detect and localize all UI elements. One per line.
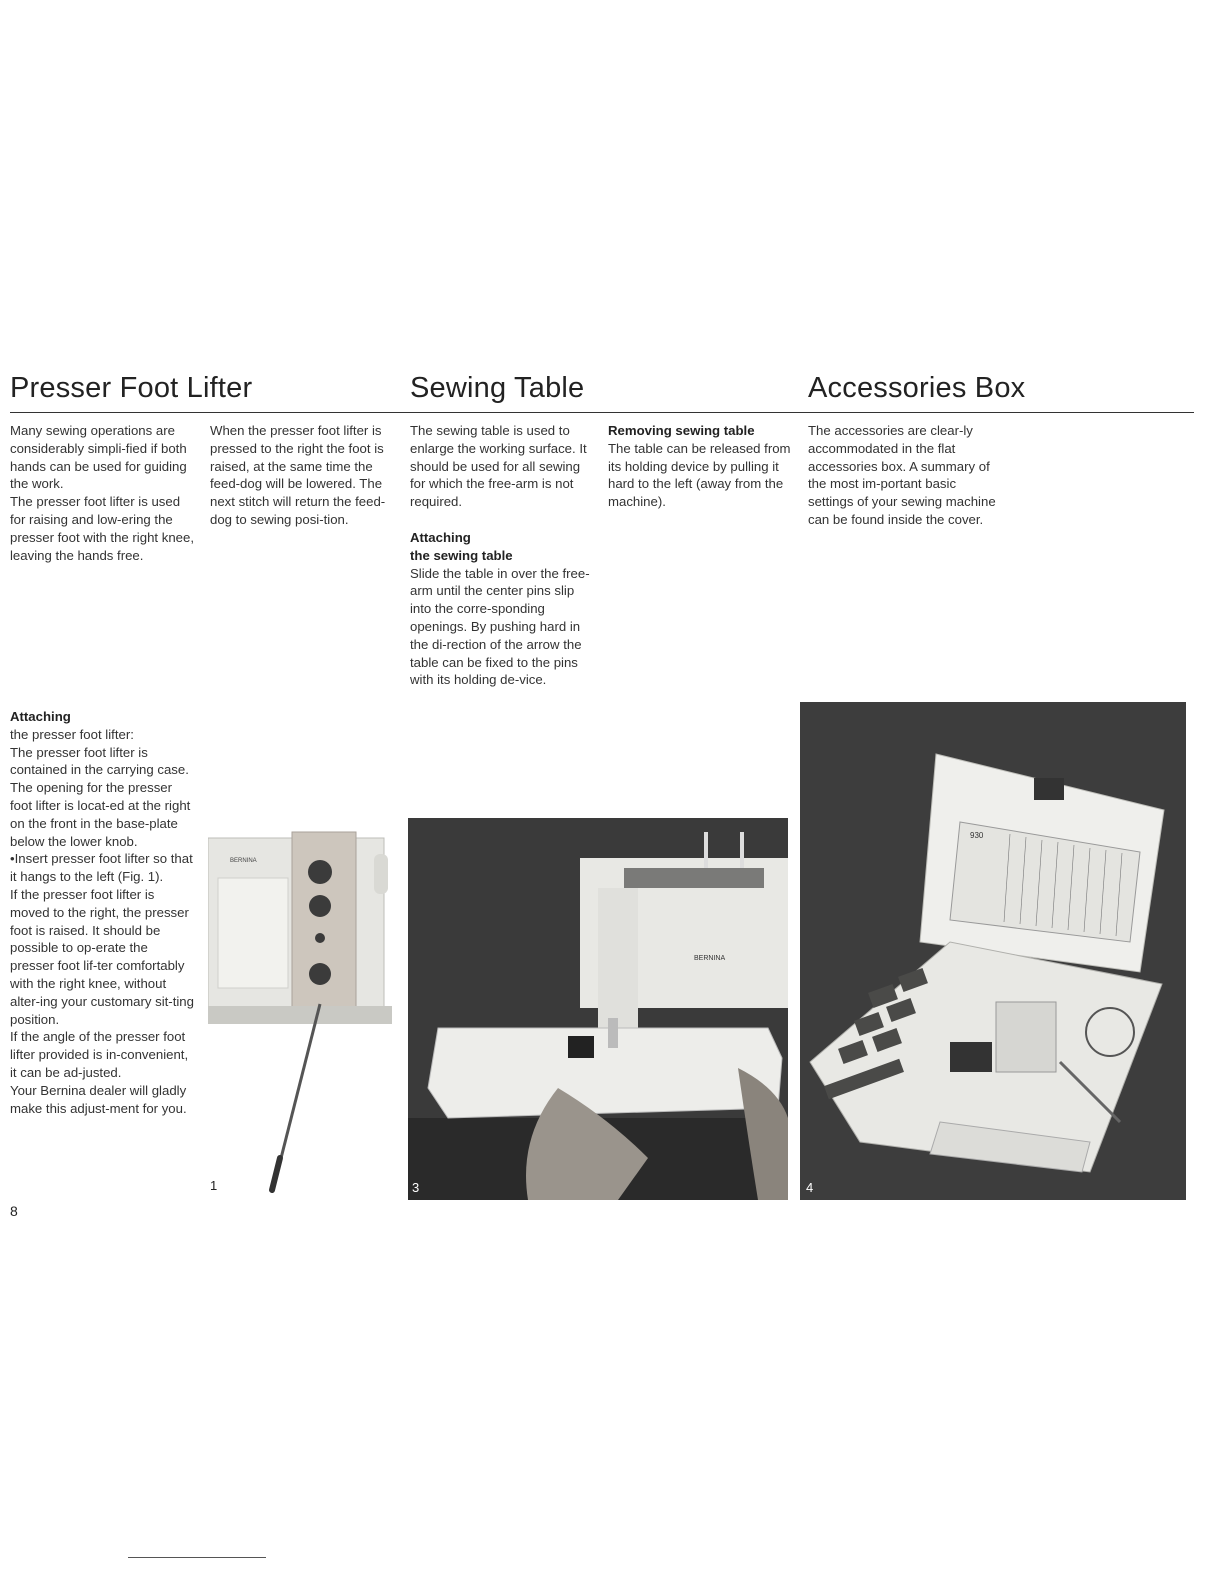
lifter-move-paragraph: If the presser foot lifter is moved to the right, the presser foot is raised. It should be possible to op-erate the presser foot lif-ter comfortably with the right knee, without alter-ing your customary sit-ting position. — [10, 886, 194, 1027]
attaching-table-paragraph: Slide the table in over the free-arm until the center pins slip into the corre-sponding openings. By pushing hard in the di-rection of the arrow the table can be fixed to the pins with its holding de-vice. — [410, 565, 590, 688]
presser-lifter-illustration — [208, 818, 392, 1200]
attaching-bullet-text: Insert presser foot lifter so that it hangs to the left (Fig. 1). — [10, 851, 193, 885]
figure-1-photo — [208, 818, 392, 1200]
page-number: 8 — [10, 1203, 18, 1219]
attaching-subtitle: the presser foot lifter: — [10, 726, 134, 742]
dealer-paragraph: Your Bernina dealer will gladly make this adjust-ment for you. — [10, 1082, 187, 1116]
presser-function-paragraph: When the presser foot lifter is pressed to the right the foot is raised, at the same time the feed-dog will be lowered. The next stitch will return the feed-dog to sewing posi-tion. — [210, 423, 386, 527]
sewing-table-intro: The sewing table is used to enlarge the working surface. It should be used for all sewing for which the free-arm is not required. — [410, 423, 587, 510]
attaching-table-title-1: Attaching — [410, 529, 471, 545]
svg-text:BERNINA: BERNINA — [694, 955, 726, 962]
column-presser-function — [210, 422, 394, 529]
column-sewing-table — [410, 422, 596, 689]
column-presser-intro — [10, 422, 194, 564]
presser-intro-paragraph: Many sewing operations are considerably simpli-fied if both hands can be used for guiding the work. — [10, 423, 187, 492]
attaching-title: Attaching — [10, 709, 71, 724]
machine-brand-label: BERNINA — [230, 858, 257, 864]
svg-text:930: 930 — [970, 831, 984, 840]
column-removing-table — [608, 422, 798, 511]
heading-presser-foot-lifter: Presser Foot Lifter — [10, 372, 253, 404]
removing-table-paragraph: The table can be released from its holding device by pulling it hard to the left (away from the machine). — [608, 440, 791, 510]
attaching-paragraph: The presser foot lifter is contained in the carrying case. The opening for the presser foot lifter is locat-ed at the right on the front in the base-plate below the lower knob. — [10, 744, 191, 849]
attaching-table-title-2: the sewing table — [410, 547, 513, 563]
figure-1-number: 1 — [210, 1178, 218, 1193]
heading-accessories-box: Accessories Box — [808, 372, 1026, 404]
heading-rule — [10, 412, 1194, 413]
lifter-angle-paragraph: If the angle of the presser foot lifter provided is in-convenient, it can be ad-justed. — [10, 1029, 189, 1080]
figure-4-number: 4 — [806, 1180, 814, 1195]
figure-4-photo — [800, 702, 1186, 1200]
column-presser-attaching — [10, 708, 194, 1117]
removing-table-title: Removing sewing table — [608, 423, 755, 438]
figure-3-number: 3 — [412, 1180, 420, 1195]
attaching-bullet — [10, 850, 194, 886]
bottom-rule — [128, 1557, 266, 1558]
accessories-paragraph: The accessories are clear-ly accommodated in the flat accessories box. A summary of the most im-portant basic settings of your sewing machine can be found inside the cover. — [808, 423, 996, 527]
presser-usage-paragraph: The presser foot lifter is used for raising and low-ering the presser foot with the right knee, leaving the hands free. — [10, 494, 194, 563]
figure-3-photo — [408, 818, 788, 1200]
sewing-table-illustration — [408, 818, 788, 1200]
heading-sewing-table: Sewing Table — [410, 372, 585, 404]
accessories-box-illustration — [800, 702, 1186, 1200]
column-accessories — [808, 422, 998, 529]
